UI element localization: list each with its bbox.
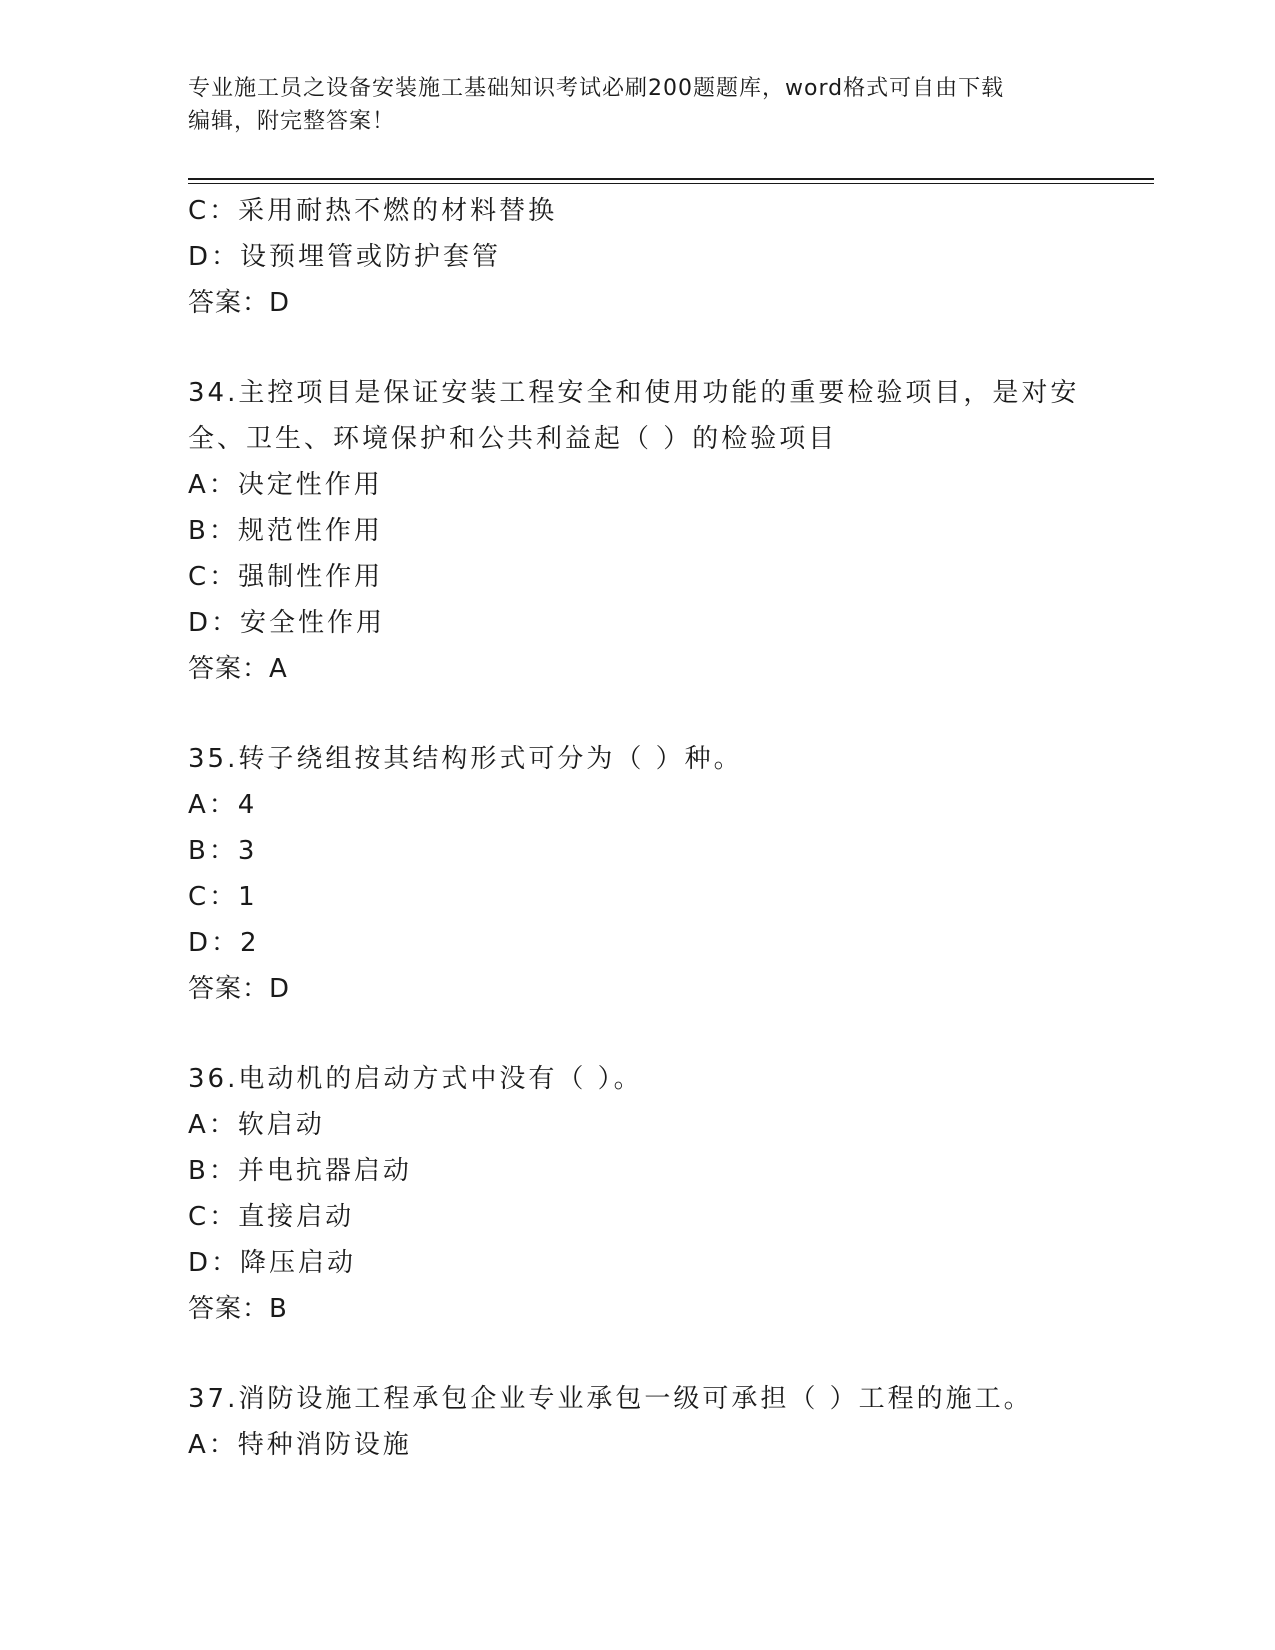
question-34 xyxy=(188,370,1088,692)
question-35 xyxy=(188,736,1088,1012)
question-stem: 35.转子绕组按其结构形式可分为（ ）种。 xyxy=(188,744,743,774)
answer-line: 答案：D xyxy=(188,974,291,1004)
question-stem: 37.消防设施工程承包企业专业承包一级可承担（ ）工程的施工。 xyxy=(188,1384,1033,1414)
question-spacer xyxy=(188,326,1088,370)
option-b: B：规范性作用 xyxy=(188,516,383,546)
question-37 xyxy=(188,1376,1088,1468)
option-d: D：降压启动 xyxy=(188,1248,357,1278)
option-d: D：安全性作用 xyxy=(188,608,386,638)
header-divider-thick xyxy=(188,178,1154,180)
answer-line: 答案：A xyxy=(188,654,288,684)
answer-line: 答案：B xyxy=(188,1294,288,1324)
question-36 xyxy=(188,1056,1088,1332)
header-title-line-1: 专业施工员之设备安装施工基础知识考试必刷200题题库，word格式可自由下载 xyxy=(188,76,1005,101)
option-c: C：1 xyxy=(188,882,258,912)
question-stem: 34.主控项目是保证安装工程安全和使用功能的重要检验项目，是对安 xyxy=(188,378,1080,408)
option-b: B：3 xyxy=(188,836,258,866)
question-spacer xyxy=(188,1332,1088,1376)
option-a: A：4 xyxy=(188,790,258,820)
question-list xyxy=(188,188,1088,1468)
option-d: D：2 xyxy=(188,928,260,958)
option-a: A：决定性作用 xyxy=(188,470,383,500)
question-spacer xyxy=(188,1012,1088,1056)
answer-line: 答案：D xyxy=(188,288,291,318)
option-c: C：直接启动 xyxy=(188,1202,355,1232)
option-a: A：软启动 xyxy=(188,1110,325,1140)
question-stem: 36.电动机的启动方式中没有（ ）。 xyxy=(188,1064,643,1094)
question-stem-continued: 全、卫生、环境保护和公共利益起（ ）的检验项目 xyxy=(188,424,838,454)
question-33-fragment xyxy=(188,188,1088,326)
option-b: B：并电抗器启动 xyxy=(188,1156,412,1186)
option-a: A：特种消防设施 xyxy=(188,1430,412,1460)
header-title-line-2: 编辑，附完整答案！ xyxy=(188,109,396,134)
question-spacer xyxy=(188,692,1088,736)
option-c: C：采用耐热不燃的材料替换 xyxy=(188,196,558,226)
header-divider-thin xyxy=(188,183,1154,184)
option-d: D：设预埋管或防护套管 xyxy=(188,242,502,272)
document-header xyxy=(188,72,1088,138)
option-c: C：强制性作用 xyxy=(188,562,384,592)
